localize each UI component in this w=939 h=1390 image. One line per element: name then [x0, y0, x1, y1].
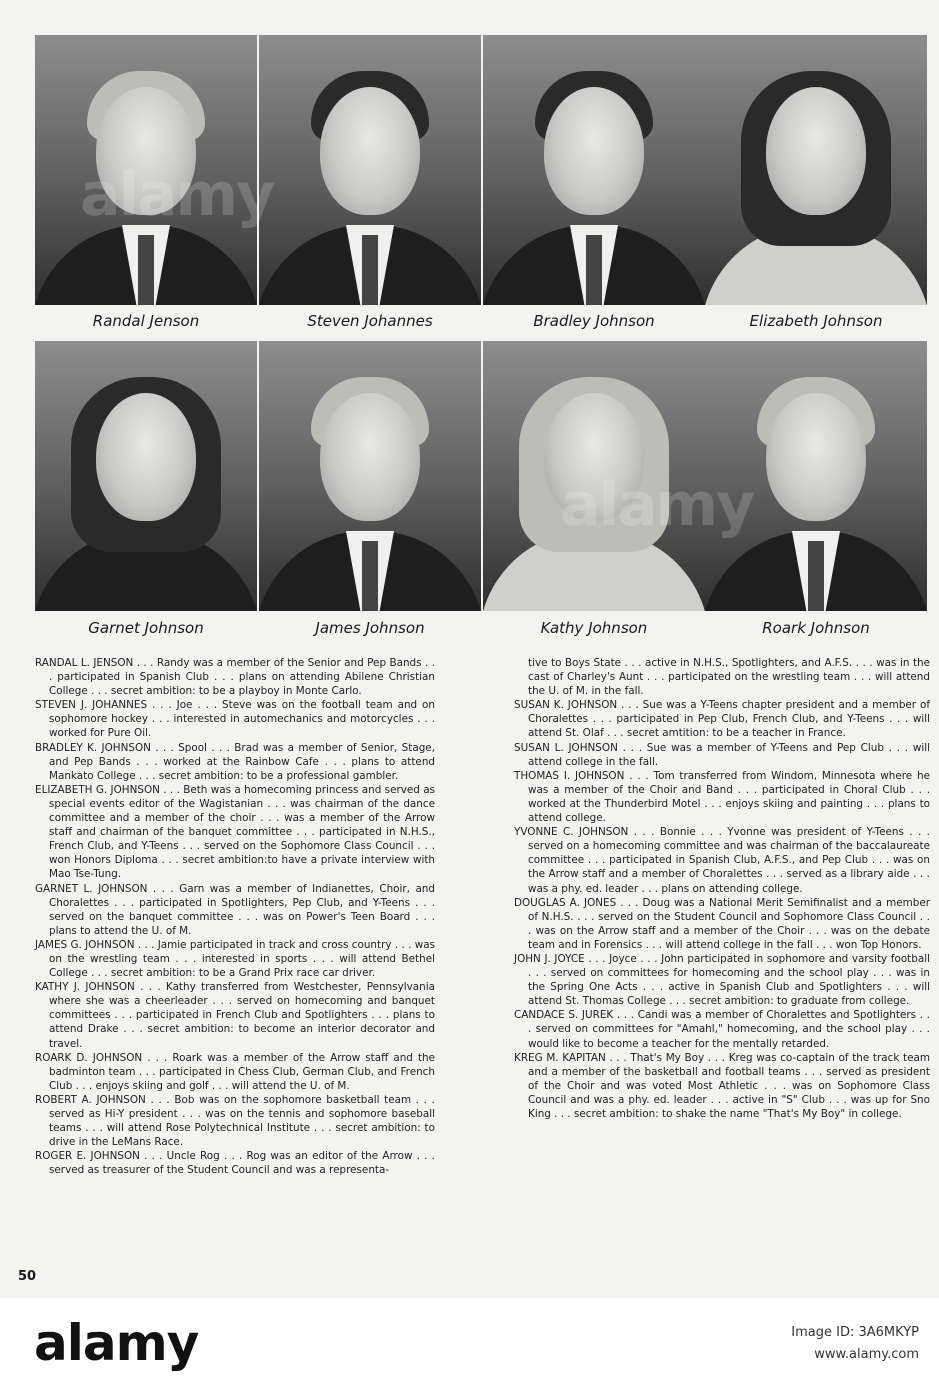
watermark-overlay: alamy: [80, 160, 274, 230]
biography-entry: GARNET L. JOHNSON . . . Garn was a member of Indianettes, Choir, and Choralettes . . . participated in Spotlighters, Pep Club, and Y-Teens . . . served on the banquet committee . . . was on Power's Teen Board . . . plans to attend the U. of M.: [35, 882, 435, 937]
watermark-url: www.alamy.com: [814, 1347, 919, 1362]
biography-entry: THOMAS I. JOHNSON . . . Tom transferred from Windom, Minnesota where he was a member of the Choir and Band . . . participated in Choral Club . . . worked at the Thunderbird Motel . . . enjoys skiing and painting . . . plans to attend college.: [514, 769, 930, 825]
portrait-photo: [259, 341, 481, 611]
biography-entry: YVONNE C. JOHNSON . . . Bonnie . . . Yvonne was president of Y-Teens . . . served on a homecoming committee and was chairman of the baccalaureate committee . . . participated in Spanish Club, A.F.S., and Pep Club . . . was on the Arrow staff and a member of Choralettes . . . served as a library aide . . . was a phy. ed. leader . . . plans on attending college.: [514, 826, 930, 895]
portrait-caption: Roark Johnson: [762, 619, 870, 637]
biography-entry: ELIZABETH G. JOHNSON . . . Beth was a homecoming princess and served as special events editor of the Wagistanian . . . was chairman of the dance committee and a member of the choir . . . was a member of the Arrow staff and chairman of the banquet committee . . . participated in N.H.S., French Club, and Y-Teens . . . served on the Sophomore Class Council . . . won Honors Diploma . . . secret ambition:to have a private interview with Mao Tse-Tung.: [35, 783, 435, 881]
portrait-photo: [705, 35, 927, 305]
biography-entry: KREG M. KAPITAN . . . That's My Boy . . . Kreg was co-captain of the track team and a member of the basketball and football teams . . . served as president of the Choir and was voted Most Athletic . . . was on Sophomore Class Council and was a phy. ed. leader . . . active in "S" Club . . . was up for Sno King . . . secret ambition: to shake the name "That's My Boy" in college.: [514, 1051, 930, 1120]
biography-entry: STEVEN J. JOHANNES . . . Joe . . . Steve was on the football team and on sophomore hockey . . . interested in automechanics and motorcycles . . . worked for Pure Oil.: [35, 699, 435, 740]
biography-entry: JAMES G. JOHNSON . . . Jamie participated in track and cross country . . . was on the wrestling team . . . interested in sports . . . will attend Bethel College . . . secret ambition: to be a Grand Prix race car driver.: [35, 938, 435, 980]
biography-entry: RANDAL L. JENSON . . . Randy was a member of the Senior and Pep Bands . . . participated in Spanish Club . . . plans on attending Abilene Christian College . . . secret ambition: to be a playboy in Monte Carlo.: [35, 657, 435, 698]
portrait-caption: Garnet Johnson: [88, 619, 204, 637]
watermark-info: [791, 1322, 919, 1366]
biography-entry: SUSAN K. JOHNSON . . . Sue was a Y-Teens chapter president and a member of Choralettes . . . participated in Pep Club, French Club, and Y-Teens . . . will attend St. Olaf . . . secret amtition: to be a teacher in France.: [514, 699, 930, 740]
portrait-photo: [35, 341, 257, 611]
portrait-caption: Bradley Johnson: [533, 312, 655, 330]
page-number: 50: [18, 1269, 37, 1284]
watermark-overlay: alamy: [560, 470, 754, 540]
biography-entry: ROARK D. JOHNSON . . . Roark was a member of the Arrow staff and the badminton team . . . participated in Chess Club, German Club, and French Club . . . enjoys skiing and golf . . . will attend the U. of M.: [35, 1051, 435, 1092]
biography-entry: KATHY J. JOHNSON . . . Kathy transferred from Westchester, Pennsylvania where she was a cheerleader . . . served on homecoming and banquet committees . . . participated in French Club and Spotlighters . . . plans to attend Drake . . . secret ambition: to become an interior decorator and travel.: [35, 981, 435, 1050]
biography-column-left: [35, 656, 435, 1177]
biography-entry: DOUGLAS A. JONES . . . Doug was a National Merit Semifinalist and a member of N.H.S. . . . served on the Student Council and Sophomore Class Council . . . was on the Arrow staff and a member of the Choir . . . was on the debate team and in Forensics . . . will attend college in the fall . . . won Top Honors.: [514, 896, 930, 951]
portrait-caption: Randal Jenson: [92, 312, 200, 330]
biography-entry-continuation: tive to Boys State . . . active in N.H.S., Spotlighters, and A.F.S. . . . was in the cast of Charley's Aunt . . . participated on the wrestling team . . . will attend the U. of M. in the fall.: [528, 657, 930, 698]
portrait-caption: Kathy Johnson: [540, 619, 648, 637]
watermark-image-id: Image ID: 3A6MKYP: [791, 1325, 919, 1340]
portrait-photo: [483, 35, 705, 305]
portrait-photo: [259, 35, 481, 305]
biography-entry: CANDACE S. JUREK . . . Candi was a member of Choralettes and Spotlighters . . . served on committees for "Amahl," homecoming, and the school play . . . would like to become a teacher for the mentally retarded.: [514, 1009, 930, 1050]
biography-entry: ROGER E. JOHNSON . . . Uncle Rog . . . Rog was an editor of the Arrow . . . served as treasurer of the Student Council and was a representa-: [35, 1150, 435, 1177]
portrait-caption: Elizabeth Johnson: [749, 312, 883, 330]
biography-entry: JOHN J. JOYCE . . . Joyce . . . John participated in sophomore and varsity football . . . served on committees for homecoming and the school play . . . was in the Spring One Acts . . . active in Spanish Club and Spotlighters . . . will attend St. Thomas College . . . secret ambition: to graduate from college.: [514, 952, 930, 1008]
portrait-caption: Steven Johannes: [307, 312, 433, 330]
biography-column-right: [514, 656, 930, 1121]
watermark-logo: alamy: [34, 1314, 199, 1372]
biography-entry: BRADLEY K. JOHNSON . . . Spool . . . Brad was a member of Senior, Stage, and Pep Bands . . . worked at the Rainbow Cafe . . . plans to attend Mankato College . . . secret ambition: to be a professional gambler.: [35, 741, 435, 782]
portrait-caption: James Johnson: [315, 619, 425, 637]
biography-entry: SUSAN L. JOHNSON . . . Sue was a member of Y-Teens and Pep Club . . . will attend college in the fall.: [514, 741, 930, 768]
biography-entry: ROBERT A. JOHNSON . . . Bob was on the sophomore basketball team . . . served as Hi-Y president . . . was on the tennis and sophomore baseball teams . . . will attend Rose Polytechnical Institute . . . secret ambition: to drive in the LeMans Race.: [35, 1093, 435, 1149]
